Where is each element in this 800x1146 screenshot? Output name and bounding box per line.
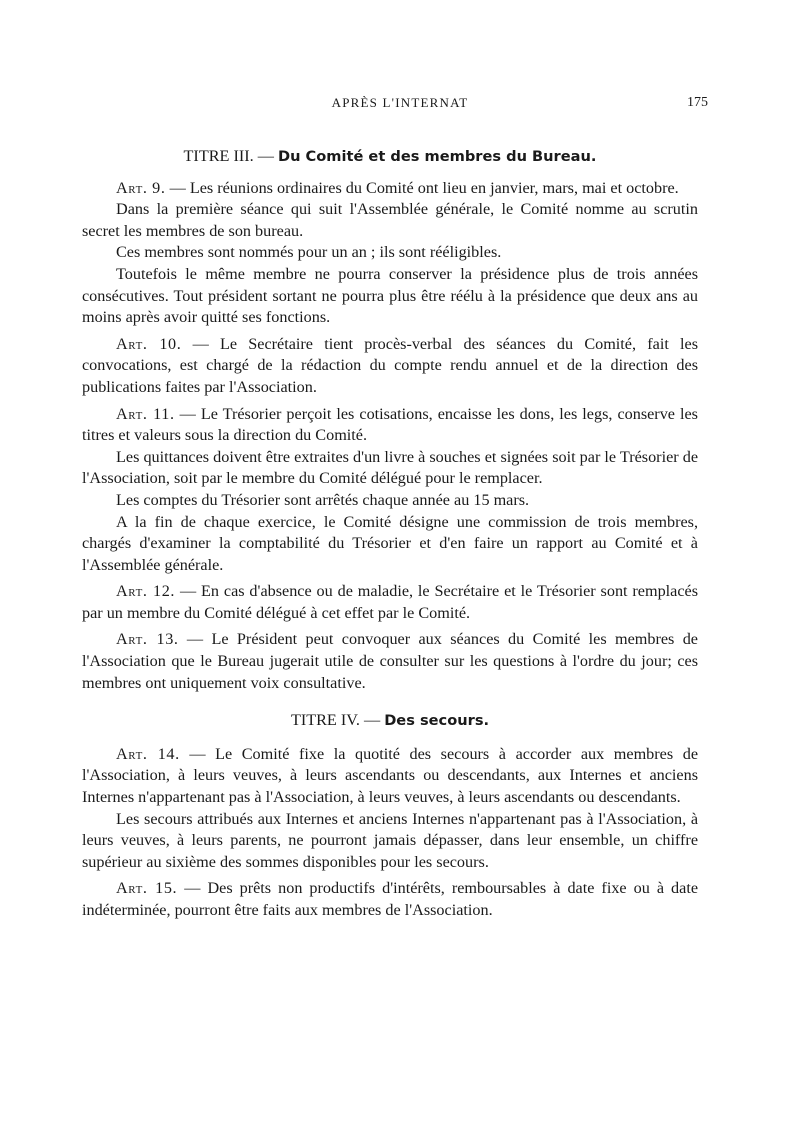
- article-9-paragraph-4: Toutefois le même membre ne pourra conserver la présidence plus de trois années consécutives. Tout président sortant ne pourra plus être réélu à la présidence que deux ans au moins après avoir quitté ses fonctions.: [82, 264, 698, 327]
- article-15-paragraph-1: [82, 878, 698, 921]
- article-11-paragraph-1: [82, 404, 698, 447]
- article-12-paragraph-1: [82, 581, 698, 624]
- article-9-label: Art. 9.: [116, 178, 166, 197]
- article-11-paragraph-3: Les comptes du Trésorier sont arrêtés chaque année au 15 mars.: [116, 490, 530, 509]
- article-12-text-1: — En cas d'absence ou de maladie, le Secrétaire et le Trésorier sont remplacés par un membre du Comité délégué à cet effet par le Comité.: [82, 582, 699, 622]
- section-title-dash: —: [359, 711, 385, 730]
- page-number: 175: [687, 95, 708, 110]
- section-title-main: Des secours.: [384, 712, 490, 730]
- section-title-titre-iii: [82, 146, 698, 168]
- article-9-paragraph-3: Ces membres sont nommés pour un an ; ils sont rééligibles.: [116, 243, 502, 262]
- section-title-dash: —: [253, 147, 278, 165]
- article-10-text-1: — Le Secrétaire tient procès-verbal des séances du Comité, fait les convocations, est chargé de la rédaction du compte rendu annuel et de la direction des publications faites par l'Association.: [82, 334, 699, 396]
- section-title-main: Du Comité et des membres du Bureau.: [277, 148, 597, 165]
- article-15-text-1: — Des prêts non productifs d'intérêts, remboursables à date fixe ou à date indéterminée, pourront être faits aux membres de l'Association.: [82, 879, 699, 919]
- article-9-paragraph-1: [82, 178, 698, 200]
- article-14-paragraph-1: [82, 744, 698, 809]
- section-title-prefix: TITRE IV.: [290, 711, 360, 730]
- article-14-label: Art. 14.: [116, 744, 180, 763]
- article-11-paragraph-4: A la fin de chaque exercice, le Comité désigne une commission de trois membres, chargés d'examiner la comptabilité du Trésorier et d'en faire un rapport au Comité et à l'Assemblée générale.: [82, 512, 698, 574]
- article-15-label: Art. 15.: [116, 879, 178, 898]
- article-11-paragraph-2: Les quittances doivent être extraites d'un livre à souches et signées soit par le Trésorier de l'Association, soit par le membre du Comité délégué pour le remplacer.: [82, 447, 698, 488]
- section-title-titre-iv: [82, 710, 698, 732]
- article-10-label: Art. 10.: [116, 334, 182, 353]
- article-13-paragraph-1: [82, 629, 698, 694]
- article-11-label: Art. 11.: [116, 404, 175, 423]
- article-14-paragraph-2: Les secours attribués aux Internes et anciens Internes n'appartenant pas à l'Association, à leurs veuves, à leurs parents, ne pourront jamais dépasser, dans leur ensemble, un chiffre supérieur au sixième des sommes disponibles pour les secours.: [82, 809, 698, 871]
- article-9-text-1: — Les réunions ordinaires du Comité ont lieu en janvier, mars, mai et octobre.: [169, 178, 679, 197]
- article-11-text-1: — Le Trésorier perçoit les cotisations, encaisse les dons, les legs, conserve les titres et valeurs sous la direction du Comité.: [82, 404, 698, 445]
- article-14-text-1: — Le Comité fixe la quotité des secours à accorder aux membres de l'Association, à leurs veuves, à leurs ascendants ou descendants, aux Internes et anciens Internes n'appartenant pas à l'Association, à leurs veuves, à leurs ascendants ou descendants.: [82, 744, 698, 807]
- article-13-text-1: — Le Président peut convoquer aux séances du Comité les membres de l'Association que le Bureau jugerait utile de consulter sur les questions à l'ordre du jour; ces membres ont uniquement voix consultative.: [82, 630, 698, 692]
- body-text: [82, 146, 698, 922]
- section-title-prefix: TITRE III.: [183, 147, 254, 165]
- running-head: [0, 95, 800, 115]
- running-head-title: APRÈS L'INTERNAT: [331, 95, 469, 110]
- article-12-label: Art. 12.: [116, 582, 176, 601]
- article-9-paragraph-2: Dans la première séance qui suit l'Assemblée générale, le Comité nomme au scrutin secret les membres de son bureau.: [82, 200, 698, 240]
- article-13-label: Art. 13.: [116, 630, 179, 649]
- article-10-paragraph-1: [82, 334, 698, 399]
